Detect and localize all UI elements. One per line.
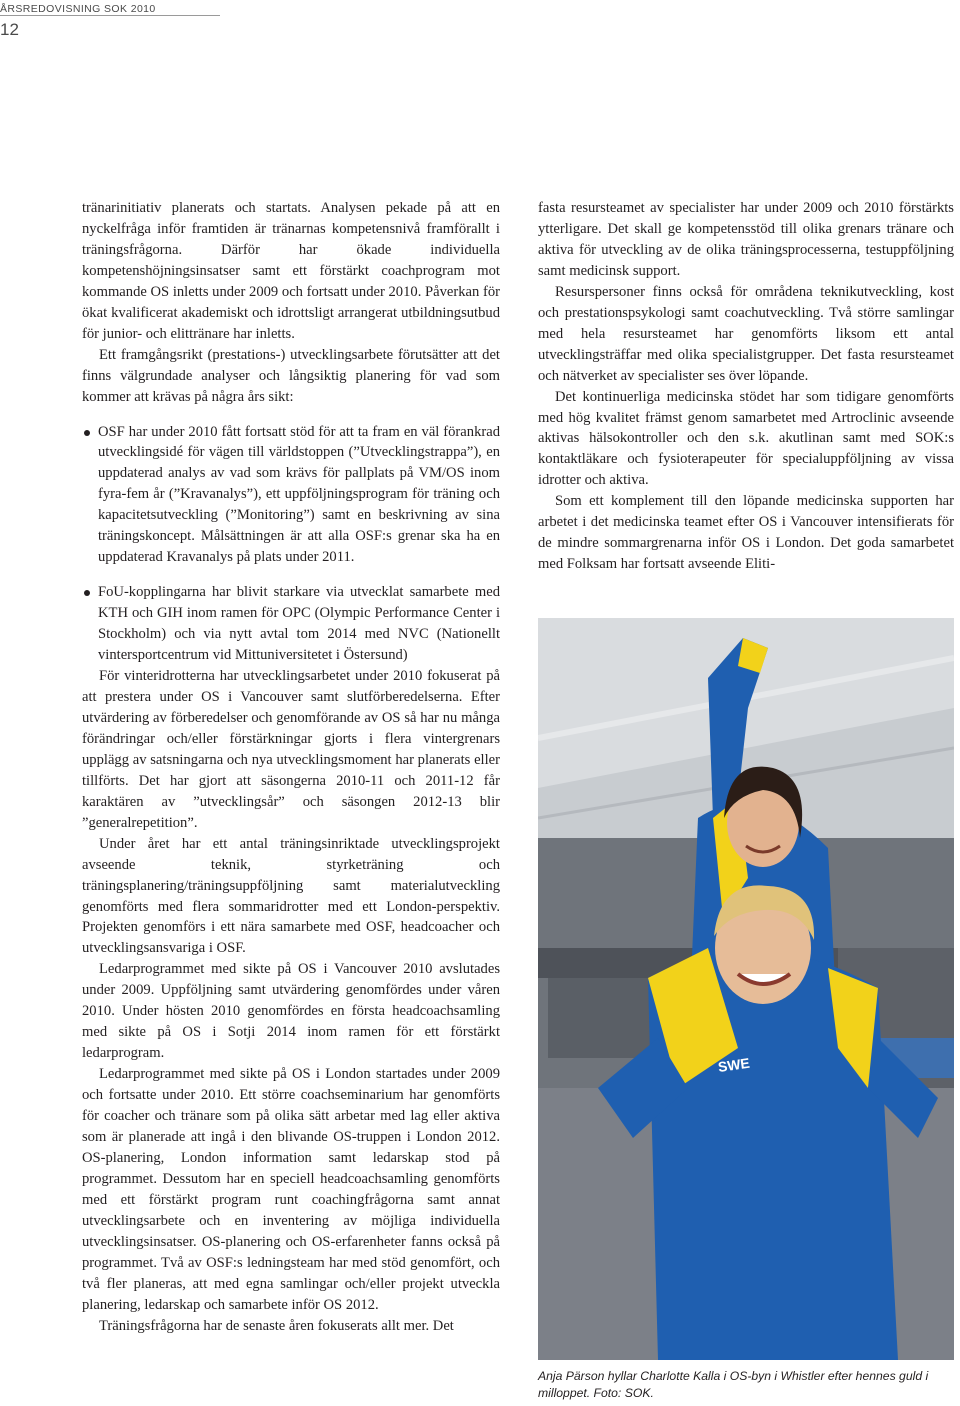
header-rule <box>0 15 220 16</box>
paragraph: Som ett komplement till den löpande medicinska supporten har arbetet i det medicinska teamet efter OS i Vancouver intensifierats för de mindre sommargrenarna inför OS i London. Det goda samarbetet med Folksam har fortsatt avseende Eliti- <box>538 493 954 573</box>
right-column <box>538 198 954 575</box>
paragraph: fasta resursteamet av specialister har under 2009 och 2010 förstärkts ytterligare. Det skall ge kompetensstöd till olika grenars tränare och aktiva för utveckling av de olika träningsprocesserna, testuppföljning samt medicinsk support. <box>538 200 954 279</box>
paragraph: Ledarprogrammet med sikte på OS i Vancouver 2010 avslutades under 2009. Uppföljning samt utvärdering genomfördes under våren 2010. Under hösten 2010 genomfördes en första headcoachsamling med sikte på OS i Sotji 2014 inom ramen för ett förstärkt ledarprogram. <box>82 961 500 1062</box>
athletes-photo-illustration <box>538 618 954 1360</box>
jacket-text: SWE <box>716 1054 751 1076</box>
paragraph: Resurspersoner finns också för områdena teknikutveckling, kost och prestationspsykologi samt coachutveckling. Två större samlingar med hela resursteamet har genomförts liksom ett antal utvecklingsträffar med olika specialistgrupper. Det fasta resursteamet och nätverket av specialister ses över löpande. <box>538 283 954 384</box>
paragraph: Ett framgångsrikt (prestations-) utvecklingsarbete förutsätter att det finns välgrundade analyser och långsiktig planering för vad som kommer att krävas på några års sikt: <box>82 346 500 405</box>
bullet-icon <box>84 590 90 596</box>
paragraph: tränarinitiativ planerats och startats. Analysen pekade på att en nyckelfråga inför framtiden är tränarnas kompetensnivå framförallt i träningsfrågorna. Därför har ökade individuella kompetenshöjningsinsatser samt ett förstärkt coachprogram mot kommande OS inletts under 2009 och fortsatt under 2010. Påverkan för ökat kvalificerat akademiskt och idrottsligt arrangerat utbildningsutbud för junior- och elittränare har inletts. <box>82 200 500 342</box>
paragraph: Det kontinuerliga medicinska stödet har som tidigare genomförts med hög kvalitet främst genom samarbetet med Artroclinic avseende aktivas hälsokontroller och den s.k. akutlinan samt med SOK:s kontaktläkare och fysioterapeuter för specialuppföljning av vissa idrotter och aktiva. <box>538 388 954 489</box>
running-header-title: ÅRSREDOVISNING SOK 2010 <box>0 3 156 15</box>
list-item <box>82 582 500 666</box>
paragraph: För vinteridrotterna har utvecklingsarbetet under 2010 fokuserat på att prestera under OS i Vancouver samt slutförberedelserna. Efter utvärdering av förberedelser och genomförande av OS så har nu många förändringar och/eller förstärkningar gjorts i flera vintergrenars upplägg av satsningarna och nya utvecklingsmoment har planerats eller tillförts. Det har gjort att säsongerna 2010-11 och 2011-12 får karaktären av ”utvecklingsår” och säsongen 2012-13 blir ”generalrepetition”. <box>82 668 500 831</box>
paragraph: Under året har ett antal träningsinriktade utvecklingsprojekt avseende teknik, styrketräning och träningsplanering/träningsuppföljning samt materialutveckling genomförts med flera sommaridrotter med ett London-perspektiv. Projekten genomförs i ett nära samarbete med OSF, headcoacher och utvecklingsansvariga i OSF. <box>82 835 500 957</box>
list-item <box>82 422 500 569</box>
photo-caption: Anja Pärson hyllar Charlotte Kalla i OS-byn i Whistler efter hennes guld i milloppet. Foto: SOK. <box>538 1369 929 1400</box>
bullet-list <box>82 422 500 666</box>
left-column <box>82 198 500 1337</box>
list-item-text: FoU-kopplingarna har blivit starkare via utvecklat samarbete med KTH och GIH inom ramen för OPC (Olympic Performance Center i Stockholm) och via nytt avtal tom 2014 med NVC (Nationellt vintersportcentrum vid Mittuniversitetet i Östersund) <box>98 584 500 664</box>
list-item-text: OSF har under 2010 fått fortsatt stöd för att ta fram en väl förankrad utvecklingsidé för vägen till världstoppen (”Utvecklingstrappa”), en uppdaterad analys av vad som krävs för pallplats på VM/OS inom fyra-fem år (”Kravanalys”), ett uppföljningsprogram för träning och kapacitetsutveckling (”Monitoring”) samt en beskrivning av sina träningskoncept. Målsättningen är att alla OSF:s grenar ska ha en uppdaterad Kravanalys på plats under 2011. <box>98 423 500 566</box>
paragraph: Ledarprogrammet med sikte på OS i London startades under 2009 och fortsatte under 2010. Ett större coachseminarium har genomförts för coacher och tränare som på olika sätt arbetar med lag eller aktiva som är planerade att ingå i den blivande OS-truppen i London 2012. OS-planering, London information samt ledarskap stod på programmet. Dessutom har en speciell headcoachsamling genomförts med ett förstärkt program runt coachingfrågorna samt annat utvecklingsarbete och en inventering av möjliga individuella utvecklingsinsatser. OS-planering och OS-erfarenheter fanns också på programmet. Två av OSF:s ledningsteam har med stöd genomfört, och två fler planeras, att med egna samlingar och/eller projekt utveckla planering, ledarskap och samarbete inför OS 2012. <box>82 1066 500 1313</box>
athletes-photo <box>538 618 954 1360</box>
page-number: 12 <box>0 20 19 39</box>
bullet-icon <box>84 430 90 436</box>
paragraph: Träningsfrågorna har de senaste åren fokuserats allt mer. Det <box>99 1317 454 1334</box>
